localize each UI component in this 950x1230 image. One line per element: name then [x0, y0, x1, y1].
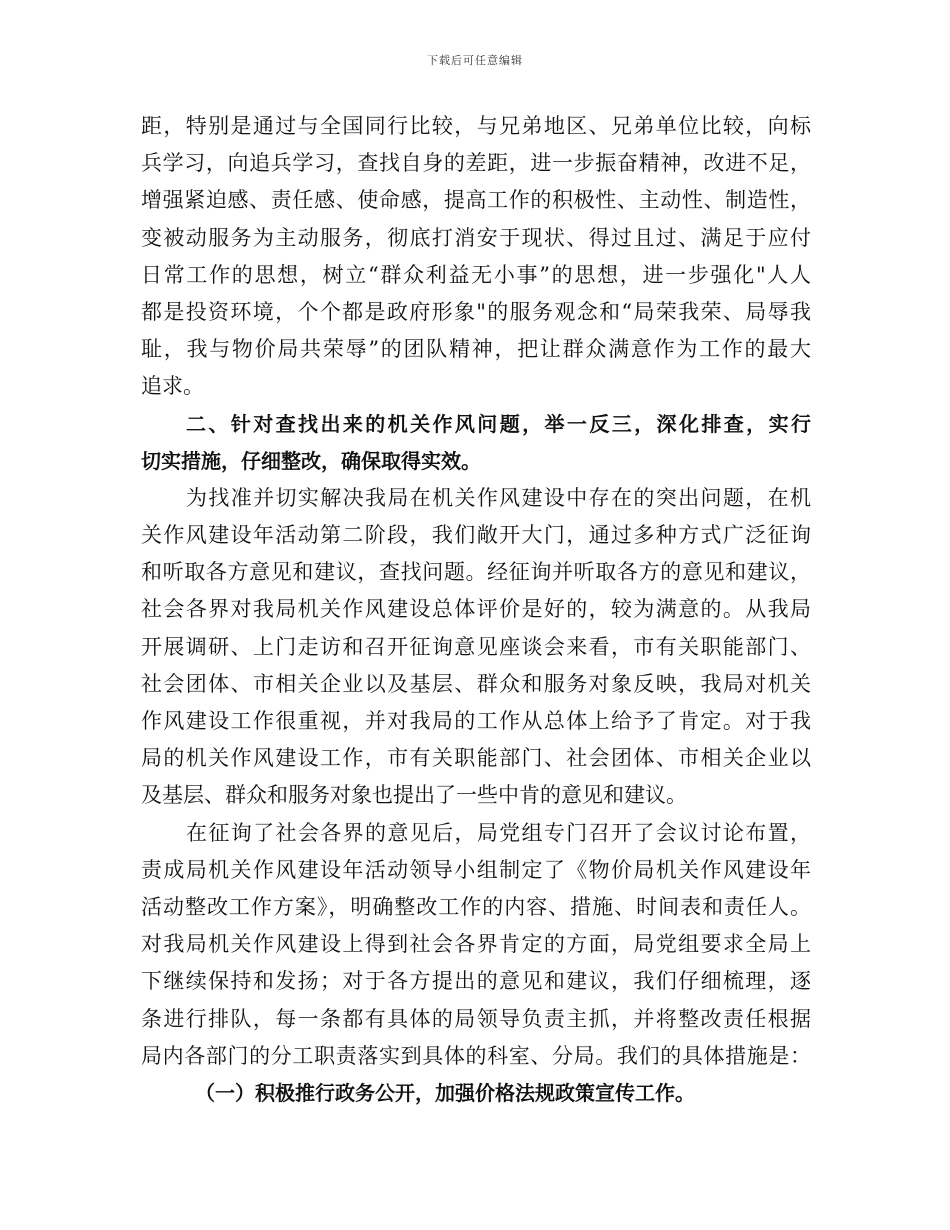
paragraph-line: 都是投资环境，个个都是政府形象"的服务观念和“局荣我荣、局辱我: [141, 299, 811, 324]
paragraph-line: 及基层、群众和服务对象也提出了一些中肯的意见和建议。: [141, 783, 687, 808]
paragraph-line: 为找准并切实解决我局在机关作风建设中存在的突出问题，在机: [186, 485, 811, 510]
paragraph-line: 活动整改工作方案》，明确整改工作的内容、措施、时间表和责任人。: [141, 894, 811, 919]
paragraph-line: 社会团体、市相关企业以及基层、群众和服务对象反映，我局对机关: [141, 671, 811, 696]
document-body: [141, 108, 811, 1112]
paragraph-line: 局内各部门的分工职责落实到具体的科室、分局。我们的具体措施是：: [141, 1043, 811, 1068]
paragraph-line: 在征询了社会各界的意见后，局党组专门召开了会议讨论布置，: [186, 820, 811, 845]
paragraph-line: 和听取各方意见和建议，查找问题。经征询并听取各方的意见和建议，: [141, 560, 811, 585]
paragraph-line: 局的机关作风建设工作，市有关职能部门、社会团体、市相关企业以: [141, 746, 811, 771]
paragraph-line: 责成局机关作风建设年活动领导小组制定了《物价局机关作风建设年: [141, 857, 811, 882]
paragraph-line: 对我局机关作风建设上得到社会各界肯定的方面，局党组要求全局上: [141, 932, 811, 957]
paragraph-line: 增强紧迫感、责任感、使命感，提高工作的积极性、主动性、制造性，: [141, 188, 811, 213]
paragraph-line: 日常工作的思想，树立“群众利益无小事”的思想，进一步强化"人人: [141, 262, 811, 287]
paragraph-line: 关作风建设年活动第二阶段，我们敞开大门，通过多种方式广泛征询: [141, 523, 811, 548]
paragraph-line: 社会各界对我局机关作风建设总体评价是好的，较为满意的。从我局: [141, 597, 811, 622]
section-heading-line: 二、针对查找出来的机关作风问题，举一反三，深化排查，实行: [186, 411, 811, 436]
section-heading-line: 切实措施，仔细整改，确保取得实效。: [141, 448, 481, 473]
paragraph-line: 条进行排队，每一条都有具体的局领导负责主抓，并将整改责任根据: [141, 1006, 811, 1031]
paragraph-line: 变被动服务为主动服务，彻底打消安于现状、得过且过、满足于应付: [141, 225, 811, 250]
paragraph-line: 开展调研、上门走访和召开征询意见座谈会来看，市有关职能部门、: [141, 634, 811, 659]
paragraph-line: 距，特别是通过与全国同行比较，与兄弟地区、兄弟单位比较，向标: [141, 114, 811, 138]
paragraph-line: 下继续保持和发扬；对于各方提出的意见和建议，我们仔细梳理，逐: [141, 969, 811, 994]
paragraph-line: 追求。: [141, 374, 204, 399]
paragraph-line: 耻，我与物价局共荣辱”的团队精神，把让群众满意作为工作的最大: [141, 337, 811, 362]
paragraph-line: 作风建设工作很重视，并对我局的工作从总体上给予了肯定。对于我: [141, 709, 811, 733]
subsection-heading-line: （一）积极推行政务公开，加强价格法规政策宣传工作。: [195, 1080, 695, 1105]
paragraph-line: 兵学习，向追兵学习，查找自身的差距，进一步振奋精神，改进不足，: [141, 151, 811, 176]
page-header-note: 下载后可任意编辑: [427, 54, 523, 67]
